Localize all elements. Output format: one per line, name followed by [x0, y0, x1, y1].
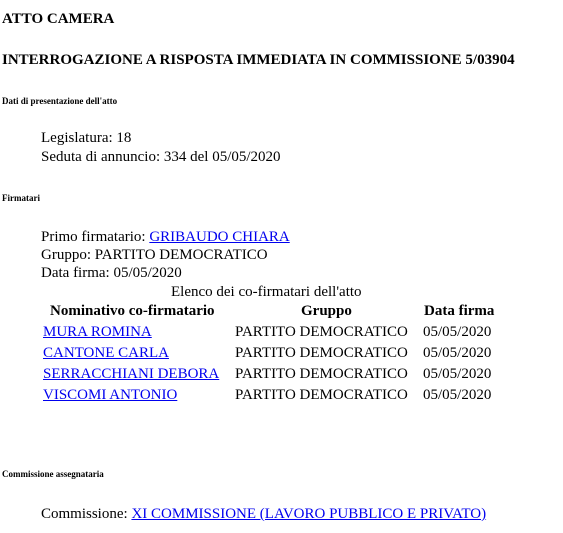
column-header-nominativo: Nominativo co-firmatario: [50, 303, 215, 319]
section-heading-firmatari: Firmatari: [2, 193, 40, 203]
cofirmatario-data: 05/05/2020: [423, 366, 492, 382]
commissione-row: [41, 506, 486, 523]
cofirmatari-caption: Elenco dei co-firmatari dell'atto: [171, 284, 362, 300]
primo-firmatario: [41, 229, 290, 246]
column-header-gruppo: Gruppo: [301, 303, 352, 319]
cofirmatario-gruppo: PARTITO DEMOCRATICO: [235, 387, 408, 403]
section-heading-presentazione: Dati di presentazione dell'atto: [2, 96, 118, 106]
gruppo-text: Gruppo: PARTITO DEMOCRATICO: [41, 247, 268, 263]
commissione-link[interactable]: XI COMMISSIONE (LAVORO PUBBLICO E PRIVATO): [131, 506, 487, 522]
cofirmatario-link[interactable]: CANTONE CARLA: [43, 345, 169, 361]
cofirmatario-data: 05/05/2020: [423, 324, 492, 340]
cofirmatario-link[interactable]: SERRACCHIANI DEBORA: [43, 366, 220, 382]
cofirmatario-gruppo: PARTITO DEMOCRATICO: [235, 324, 408, 340]
cofirmatario-data: 05/05/2020: [423, 387, 492, 403]
column-header-data-firma: Data firma: [424, 303, 495, 319]
cofirmatario-data: 05/05/2020: [423, 345, 492, 361]
commissione-label: Commissione:: [41, 506, 132, 522]
page-title: ATTO CAMERA: [2, 11, 115, 27]
cofirmatario-link[interactable]: MURA ROMINA: [43, 324, 152, 340]
data-firma-text: Data firma: 05/05/2020: [41, 265, 182, 281]
legislatura-text: Legislatura: 18: [41, 130, 132, 146]
atto-subtitle: INTERROGAZIONE A RISPOSTA IMMEDIATA IN COMMISSIONE 5/03904: [2, 52, 515, 68]
cofirmatario-gruppo: PARTITO DEMOCRATICO: [235, 366, 408, 382]
cofirmatario-link[interactable]: VISCOMI ANTONIO: [43, 387, 178, 403]
primo-firmatario-label: Primo firmatario:: [41, 229, 150, 245]
cofirmatario-gruppo: PARTITO DEMOCRATICO: [235, 345, 408, 361]
primo-firmatario-link[interactable]: GRIBAUDO CHIARA: [149, 229, 290, 245]
section-heading-commissione: Commissione assegnataria: [2, 469, 104, 479]
seduta-text: Seduta di annuncio: 334 del 05/05/2020: [41, 149, 281, 165]
